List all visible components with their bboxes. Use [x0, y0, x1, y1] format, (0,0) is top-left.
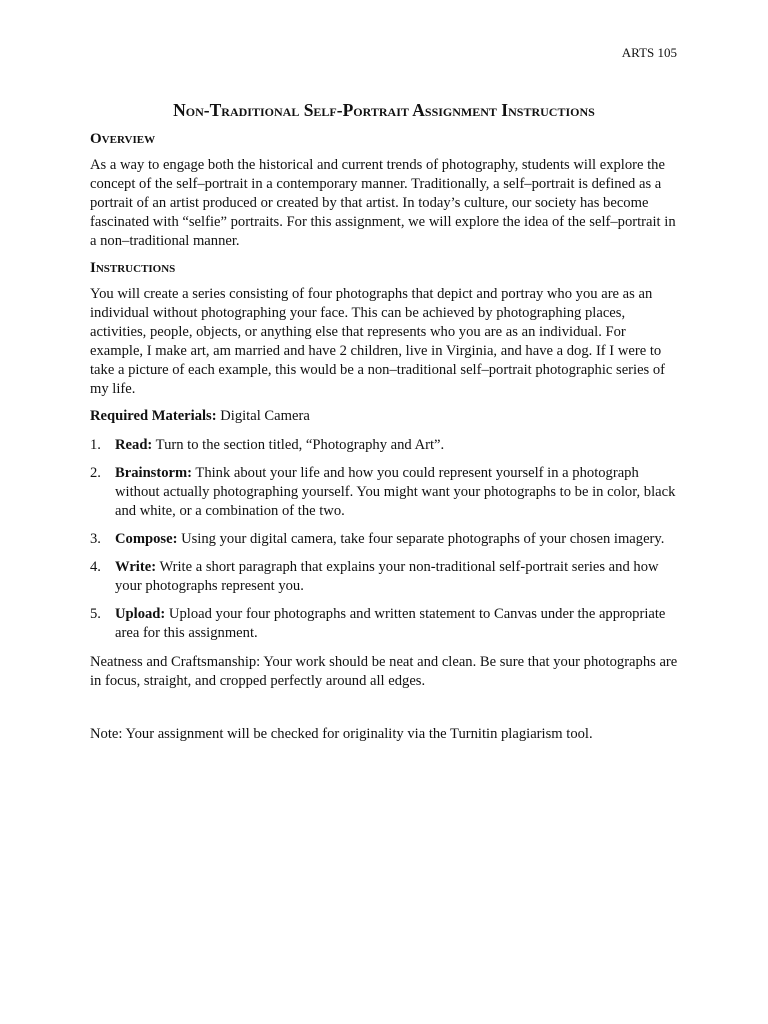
step-label: Write:	[115, 559, 157, 575]
instructions-heading: Instructions	[90, 260, 176, 276]
neatness-paragraph: Neatness and Craftsmanship: Your work should be neat and clean. Be sure that your photographs are in focus, straight, and cropped perfectly around all edges.	[90, 654, 678, 689]
required-materials	[90, 407, 682, 426]
step-text: Write a short paragraph that explains your non-traditional self-portrait series and how your photographs represent you.	[115, 559, 659, 594]
list-item	[90, 464, 682, 521]
step-number: 2.	[90, 465, 101, 481]
step-label: Upload:	[115, 606, 166, 622]
originality-note: Note: Your assignment will be checked for originality via the Turnitin plagiarism tool.	[90, 726, 593, 742]
document-body	[90, 130, 682, 752]
step-number: 4.	[90, 559, 101, 575]
list-item	[90, 436, 682, 455]
step-label: Read:	[115, 437, 153, 453]
instructions-paragraph: You will create a series consisting of four photographs that depict and portray who you are as an individual without photographing your face. This can be achieved by photographing places, activities, people, objects, or anything else that represents who you are as an individual. For example, I make art, am married and have 2 children, live in Virginia, and have a dog. If I were to take a picture of each example, this would be a non–traditional self–portrait photographic series of my life.	[90, 286, 666, 397]
course-code: ARTS 105	[621, 45, 677, 60]
overview-paragraph: As a way to engage both the historical and current trends of photography, students will explore the concept of the self–portrait in a contemporary manner. Traditionally, a self–portrait is defined as a portrait of an artist produced or created by that artist. In today’s culture, our society has become fascinated with “selfie” portraits. For this assignment, we will explore the idea of the self–portrait in a non–traditional manner.	[90, 157, 676, 249]
overview-heading: Overview	[90, 131, 156, 147]
step-label: Brainstorm:	[115, 465, 193, 481]
step-number: 1.	[90, 437, 101, 453]
step-text: Think about your life and how you could represent yourself in a photograph without actually photographing yourself. You might want your photographs to be in color, black and white, or a combination of the two.	[115, 465, 676, 519]
step-number: 3.	[90, 531, 101, 547]
required-materials-label: Required Materials:	[90, 408, 217, 424]
required-materials-value: Digital Camera	[216, 408, 310, 424]
list-item	[90, 558, 682, 596]
list-item	[90, 530, 682, 549]
list-item	[90, 605, 682, 643]
step-text: Using your digital camera, take four separate photographs of your chosen imagery.	[177, 531, 665, 547]
step-text: Upload your four photographs and written statement to Canvas under the appropriate area for this assignment.	[115, 606, 666, 641]
steps-list	[90, 436, 682, 643]
step-number: 5.	[90, 606, 101, 622]
step-label: Compose:	[115, 531, 178, 547]
document-title: Non-Traditional Self-Portrait Assignment Instructions	[173, 100, 595, 120]
step-text: Turn to the section titled, “Photography and Art”.	[152, 437, 445, 453]
